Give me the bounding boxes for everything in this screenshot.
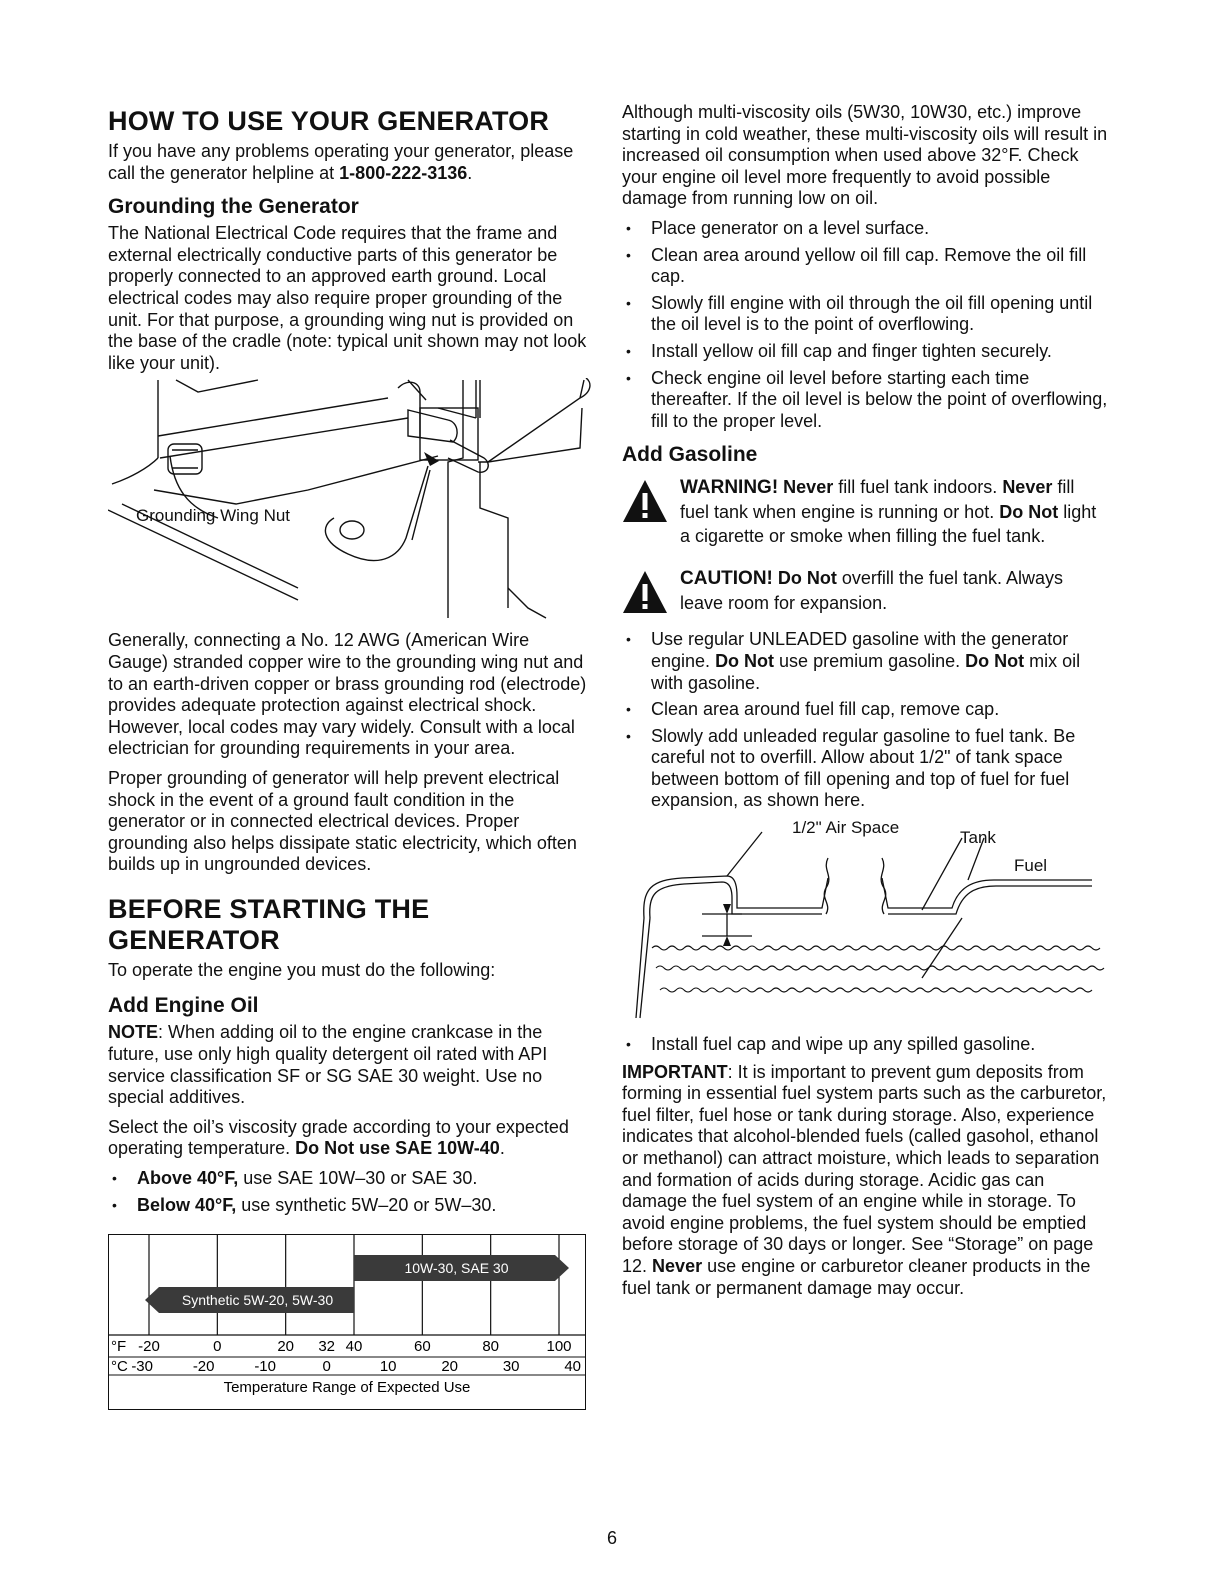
celsius-tick-label: -10 [254, 1358, 277, 1376]
fuel-label: Fuel [1014, 856, 1048, 876]
before-starting-paragraph: To operate the engine you must do the following: [108, 959, 496, 980]
fahrenheit-tick-label: 20 [277, 1338, 295, 1356]
fahrenheit-tick-label: 40 [345, 1338, 363, 1356]
oil-note: NOTE: When adding oil to the engine crankcase in the future, use only high quality detergent oil rated with API service classification SF or SG SAE 30 weight. Use no special additives. [108, 1022, 548, 1108]
grounding-paragraph-3: Proper grounding of generator will help prevent electrical shock in the event of a ground fault condition in the generator or in connected electrical devices. Proper grounding also helps dissipate static electricity, which often builds up in ungrounded devices. [108, 767, 577, 875]
list-item: • Place generator on a level surface. [622, 218, 1108, 240]
fuel-wave [656, 966, 1104, 970]
list-item: • Slowly fill engine with oil through the oil fill opening until the oil level is to the point of overflowing. [622, 293, 1108, 336]
grounding-heading: Grounding the Generator [108, 195, 359, 219]
fuel-tank-figure [622, 818, 1108, 1042]
celsius-tick-label: -30 [131, 1358, 154, 1376]
list-item: • Clean area around fuel fill cap, remove cap. [622, 699, 1108, 721]
list-item: • Use regular UNLEADED gasoline with the generator engine. Do Not use premium gasoline. Do Not mix oil with gasoline. [622, 629, 1108, 694]
chart-title: Temperature Range of Expected Use [223, 1379, 471, 1397]
gasoline-steps [622, 629, 1108, 812]
celsius-tick-label: 20 [441, 1358, 459, 1376]
fahrenheit-tick-label: -20 [138, 1338, 160, 1356]
celsius-tick-label: 10 [379, 1358, 397, 1376]
fahrenheit-tick-label: 0 [213, 1338, 222, 1356]
fahrenheit-tick-label: 32 [318, 1338, 336, 1356]
helpline-paragraph: If you have any problems operating your generator, please call the generator helpline at 1-800-222-3136. [108, 141, 574, 183]
grounding-wing-nut-figure [108, 378, 592, 624]
list-item: • Install fuel cap and wipe up any spilled gasoline. [622, 1034, 1108, 1056]
how-to-use-heading: HOW TO USE YOUR GENERATOR [108, 106, 550, 136]
air-space-label: 1/2" Air Space [792, 818, 900, 838]
left-column [108, 100, 592, 1410]
multi-viscosity-paragraph: Although multi-viscosity oils (5W30, 10W30, etc.) improve starting in cold weather, these multi-viscosity oils will result in increased oil consumption when used above 32°F. Check your engine oil level more frequently to avoid possible damage from running low on oil. [622, 102, 1108, 209]
list-item: • Check engine oil level before starting each time thereafter. If the oil level is below the point of overflowing, fill to the proper level. [622, 368, 1108, 433]
fahrenheit-unit-label: °F [111, 1338, 127, 1356]
caution-block: CAUTION! Do Not overfill the fuel tank. Always leave room for expansion. [622, 566, 1108, 615]
grounding-wing-nut-label: Grounding Wing Nut [136, 506, 291, 526]
celsius-tick-label: 40 [564, 1358, 582, 1376]
before-starting-heading: BEFORE STARTING THE GENERATOR [108, 893, 430, 955]
gasoline-final-step [622, 1034, 1108, 1056]
oil-select-paragraph: Select the oil’s viscosity grade according to your expected operating temperature. Do Not use SAE 10W-40. [108, 1116, 569, 1159]
celsius-unit-label: °C [111, 1358, 128, 1376]
add-gasoline-heading: Add Gasoline [622, 443, 758, 467]
fahrenheit-tick-label: 80 [482, 1338, 500, 1356]
celsius-tick-label: -20 [192, 1358, 215, 1376]
temperature-range-svg [109, 1235, 585, 1409]
grounding-paragraph-2: Generally, connecting a No. 12 AWG (American Wire Gauge) stranded copper wire to the grounding wing nut and to an earth-driven copper or brass grounding rod (electrode) provides adequate protection against electrical shock. However, local codes may vary widely. Consult with a local electrician for grounding requirements in your area. [108, 630, 587, 759]
important-paragraph: IMPORTANT: It is important to prevent gum deposits from forming in essential fuel system parts such as the carburetor, fuel filter, fuel hose or tank during storage. Also, experience indicates that alcohol-blended fuels (called gasohol, ethanol or methanol) can attract moisture, which leads to separation and formation of acids during storage. Acidic gas can damage the fuel system of an engine while in storage. To avoid engine problems, the fuel system should be emptied before storage of 30 days or longer. See “Storage” on page 12. Never use engine or carburetor cleaner products in the fuel tank or permanent damage may occur. [622, 1061, 1107, 1298]
oil-temperature-list [108, 1168, 592, 1216]
tank-label: Tank [960, 828, 996, 848]
right-column [622, 100, 1108, 1307]
add-engine-oil-heading: Add Engine Oil [108, 994, 259, 1018]
list-item: • Install yellow oil fill cap and finger tighten securely. [622, 341, 1108, 363]
fahrenheit-tick-label: 60 [413, 1338, 431, 1356]
grounding-paragraph-1: The National Electrical Code requires that the frame and external electrically conductive parts of this generator be properly connected to an approved earth ground. Local electrical codes may also require proper grounding of the unit. For that purpose, a grounding wing nut is provided on the base of the cradle (note: typical unit shown may not look like your unit). [108, 223, 587, 373]
fuel-tank-illustration [622, 818, 1108, 1042]
fuel-wave [652, 946, 1100, 950]
celsius-tick-label: 30 [502, 1358, 520, 1376]
caution-triangle-icon [622, 570, 668, 614]
oil-range-label: 10W-30, SAE 30 [404, 1260, 509, 1277]
warning-triangle-icon [622, 479, 668, 523]
generator-base-illustration [108, 378, 598, 624]
list-item: • Clean area around yellow oil fill cap. Remove the oil fill cap. [622, 245, 1108, 288]
fuel-wave [660, 988, 1092, 992]
warning-block: WARNING! Never fill fuel tank indoors. Never fill fuel tank when engine is running or hot. Do Not light a cigarette or smoke when filling the fuel tank. [622, 475, 1108, 548]
helpline-number: 1-800-222-3136 [339, 162, 468, 183]
list-item: • Below 40°F, use synthetic 5W–20 or 5W–30. [108, 1195, 592, 1217]
fahrenheit-tick-label: 100 [546, 1338, 572, 1356]
celsius-tick-label: 0 [322, 1358, 331, 1376]
oil-fill-steps [622, 218, 1108, 432]
oil-range-label: Synthetic 5W-20, 5W-30 [181, 1292, 334, 1309]
page-number: 6 [606, 1528, 617, 1548]
temperature-range-chart [108, 1234, 586, 1410]
list-item: • Above 40°F, use SAE 10W–30 or SAE 30. [108, 1168, 592, 1190]
list-item: • Slowly add unleaded regular gasoline to fuel tank. Be careful not to overfill. Allow about 1/2" of tank space between bottom of fill opening and top of fuel for fuel expansion, as shown here. [622, 726, 1108, 812]
